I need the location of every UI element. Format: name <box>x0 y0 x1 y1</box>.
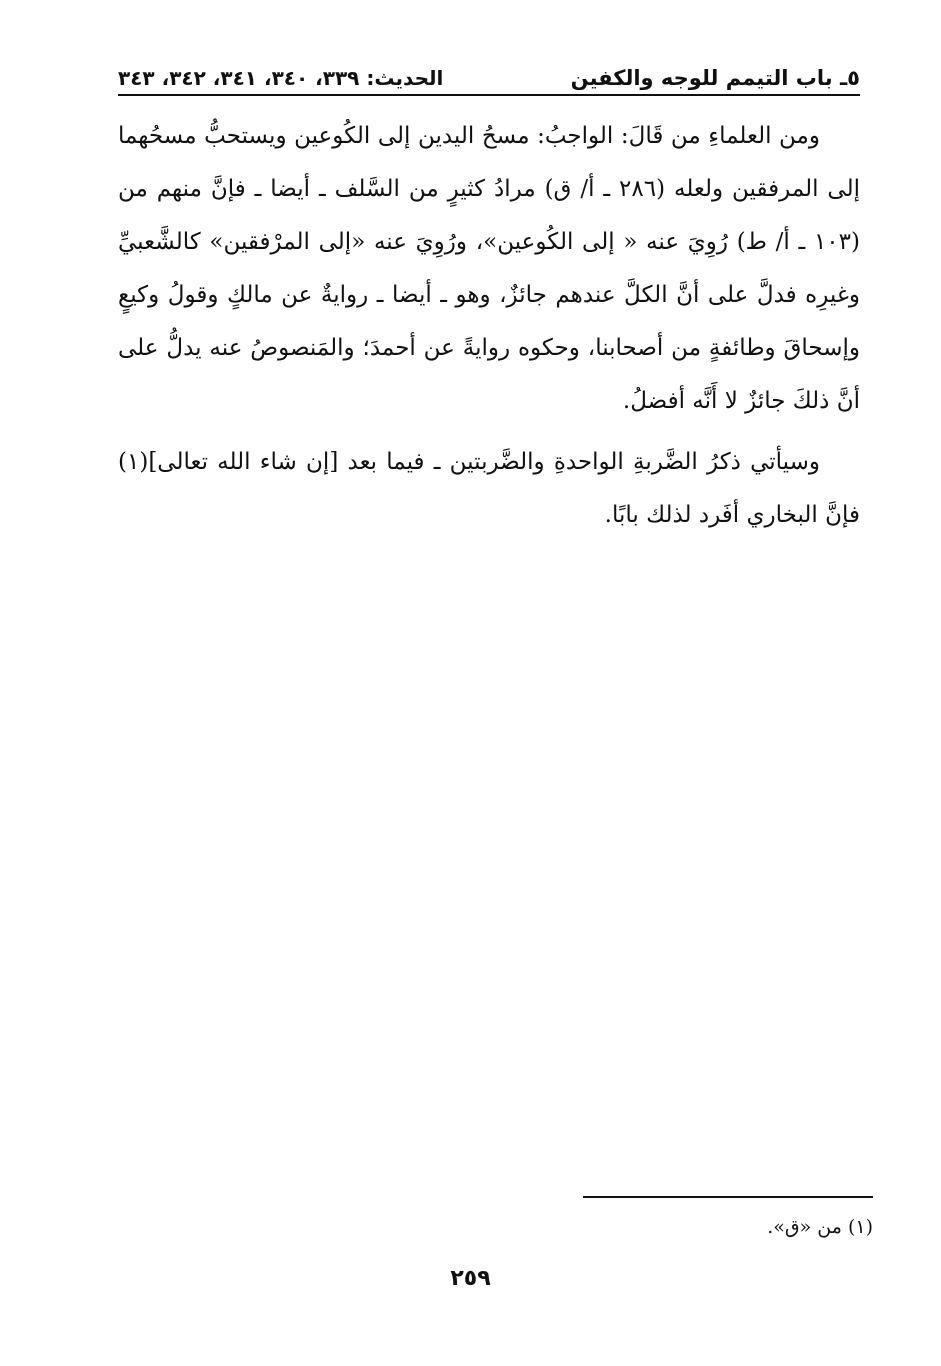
paragraph-2: وسيأتي ذكرُ الضَّربةِ الواحدةِ والضَّربتين ـ فيما بعد [إن شاء الله تعالى](١) فإنَّ البخاري أفَرد لذلك بابًا. <box>118 449 860 528</box>
chapter-title: ٥ـ باب التيمم للوجه والكفين <box>570 66 860 90</box>
body-text <box>118 110 860 550</box>
running-header <box>118 50 860 96</box>
page-number: ٢٥٩ <box>450 1266 491 1291</box>
hadith-numbers: الحديث: ٣٣٩، ٣٤٠، ٣٤١، ٣٤٢، ٣٤٣ <box>118 66 444 90</box>
footnote-divider <box>583 1196 873 1198</box>
paragraph-1: ومن العلماءِ من قَالَ: الواجبُ: مسحُ اليدين إلى الكُوعين ويستحبُّ مسحُهما إلى المرفقين ولعله (٢٨٦ ـ أ/ ق) مرادُ كثيرٍ من السَّلف ـ أيضا ـ فإنَّ منهم من (١٠٣ ـ أ/ ط) رُوِيَ عنه « إلى الكُوعين»، ورُوِيَ عنه «إلى المرْفقين» كالشَّعبيِّ وغيرِه فدلَّ على أنَّ الكلَّ عندهم جائزٌ، وهو ـ أيضا ـ روايةٌ عن مالكٍ وقولُ وكيعٍ وإسحاقَ وطائفةٍ من أصحابنا، وحكوه روايةً عن أحمدَ؛ والمَنصوصُ عنه يدلُّ على أنَّ ذلكَ جائزٌ لا أَنَّه أفضلُ. <box>118 123 860 414</box>
footnote-1: (١) من «ق». <box>767 1216 873 1238</box>
